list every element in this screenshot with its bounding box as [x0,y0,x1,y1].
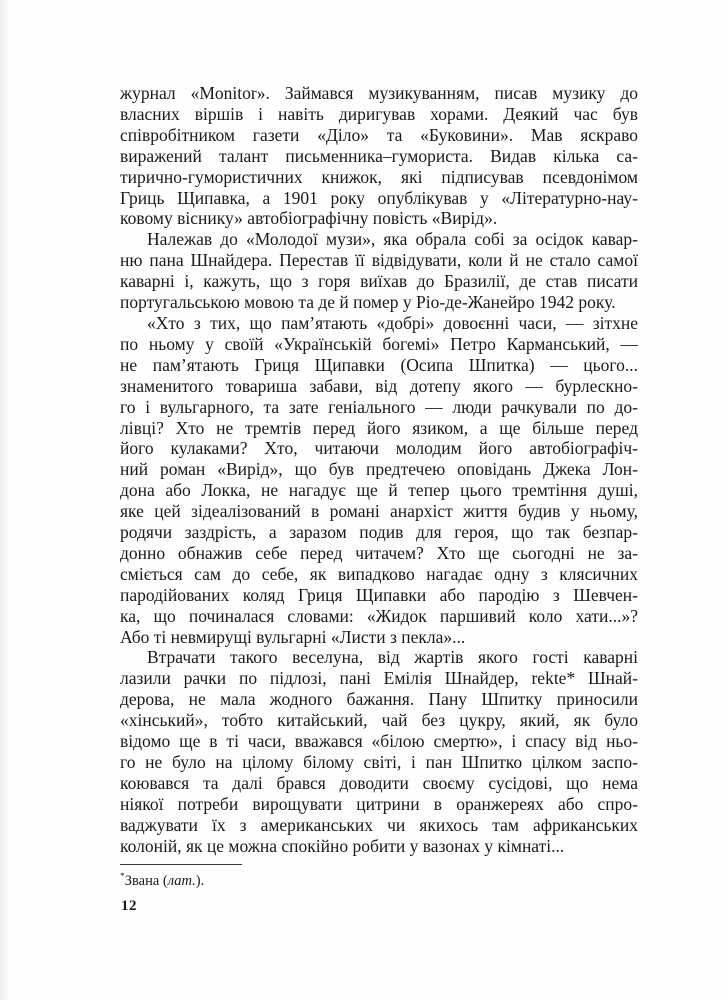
text-line: його кулаками? Хто, читаючи молодим його автобіографіч- [120,438,638,459]
text-line: яке цей зідеалізований в романі анархіст життя будив у ньому, [120,501,638,522]
text-line: донно обнажив себе перед читачем? Хто ще сьогодні не за- [120,542,638,563]
footnote-plain-text: ). [195,873,205,889]
text-line: ковому віснику» автобіографічну повість «Вирід». [120,208,498,229]
text-block [120,83,638,857]
text-line: го і вульгарного, та зате геніального — люди рачкували по до- [120,396,638,417]
text-line: сміється сам до себе, як випадково нагадає одну з клясичних [120,563,638,584]
footnote-text [120,872,638,890]
footnote-plain-text: Звана ( [124,873,168,889]
text-line: «хінський», тобто китайський, чай без цукру, який, як було [120,710,638,731]
text-line: португальською мовою та де й помер у Ріо-де-Жанейро 1942 року. [120,292,616,313]
paragraph [120,83,638,229]
text-line: Гриць Щипавка, а 1901 року опублікував у «Літературно-нау- [120,187,638,208]
text-line: ка, що починалася словами: «Жидок паршивий коло хати...»? [120,605,638,626]
text-line: дерова, не мала жодного бажання. Пану Шпитку приносили [120,689,638,710]
text-line: знаменитого товариша забави, від дотепу якого — бурлескно- [120,375,638,396]
footnote-rule [120,864,242,865]
footnote-block [120,864,638,890]
text-line: пародійованих коляд Гриця Щипавки або пародію з Шевчен- [120,584,638,605]
text-line: каварні і, кажуть, що з горя виїхав до Бразилії, де став писати [120,271,638,292]
text-line: ню пана Шнайдера. Перестав її відвідувати, коли й не стало самої [120,250,638,271]
footnote-italic-text: лат. [167,873,196,889]
text-line: власних віршів і навіть диригував хорами. Деякий час був [120,103,638,124]
text-line: ваджувати їх з американських чи якихось там африканських [120,814,638,835]
footnote-marker: * [120,872,125,883]
text-line: відомо ще в ті часи, вважався «білою смертю», і спасу від ньо- [120,731,638,752]
text-line: лівці? Хто не тремтів перед його язиком, а ще більше перед [120,417,638,438]
text-line: по ньому у своїй «Українській богемі» Петро Карманський, — [120,333,638,354]
text-line: ний роман «Вирід», що був предтечею оповідань Джека Лон- [120,459,638,480]
text-line: тирично-гумористичних книжок, які підписував псевдонімом [120,166,638,187]
page-edge-shadow [0,0,9,1000]
text-line: го не було на цілому білому світі, і пан Шпитко цілком заспо- [120,752,638,772]
page-number: 12 [121,898,137,914]
text-line: журнал «Monitor». Займався музикуванням, писав музику до [120,83,638,103]
text-line: Належав до «Молодої музи», яка обрала собі за осідок кавар- [147,229,638,250]
text-line: лазили рачки по підлозі, пані Емілія Шнайдер, rekte* Шнай- [120,668,638,689]
text-line: не пам’ятають Гриця Щипавки (Осипа Шпитка) — цього... [120,354,638,375]
text-line: дона або Локка, не нагадує ще й тепер цього тремтіння душі, [120,480,638,501]
text-line: співробітником газети «Діло» та «Буковини». Мав яскраво [120,124,638,145]
text-line: колоній, як це можна спокійно робити у вазонах у кімнаті... [120,835,565,856]
paragraph [120,647,638,856]
text-line: Втрачати такого веселуна, від жартів якого гості каварні [147,647,638,668]
paragraph [120,229,638,313]
text-line: ніякої потреби вирощувати цитрини в оранжереях або спро- [120,793,638,814]
text-line: «Хто з тих, що пам’ятають «добрі» довоєнні часи, — зітхне [147,312,638,333]
text-line: виражений талант письменника–гумориста. Видав кілька са- [120,145,638,166]
text-line: родячи заздрість, а заразом подив для героя, що так безпар- [120,522,638,543]
paragraph [120,313,638,648]
text-line: Або ті невмирущі вульгарні «Листи з пекла»... [120,626,466,647]
text-line: коювався та далі брався доводити своєму сусідові, що нема [120,772,638,793]
